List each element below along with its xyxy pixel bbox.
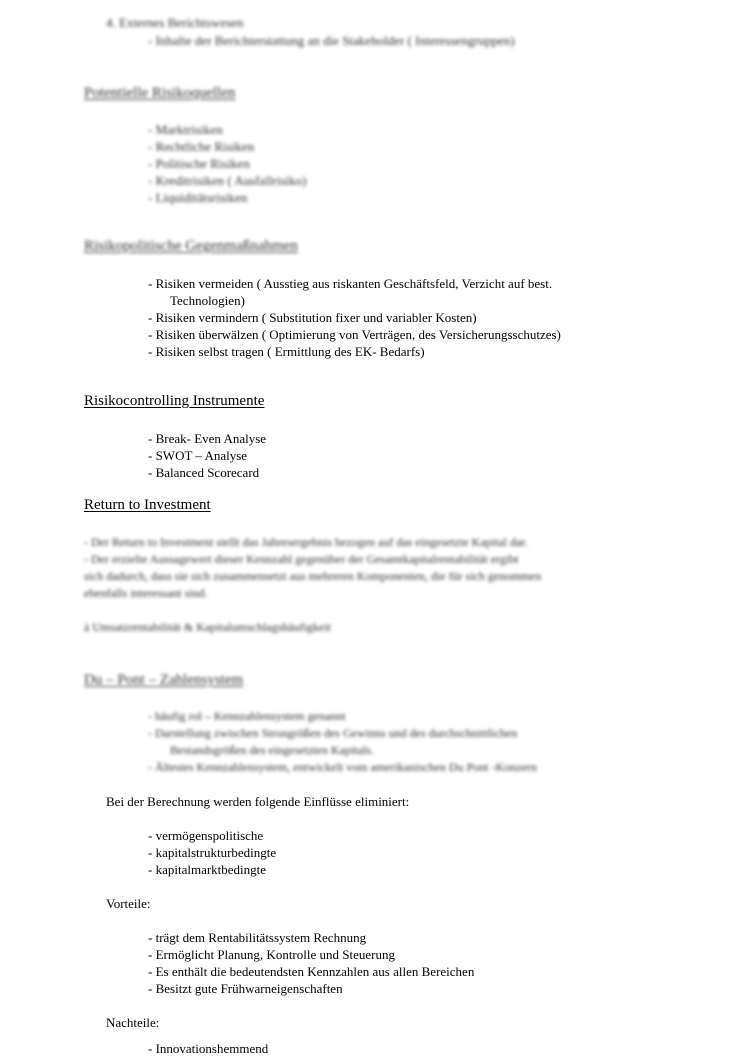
- list-item: - Darstellung zwischen Strongrößen des Gewinns und des durchschnittlichen: [148, 726, 518, 740]
- list-item: - kapitalmarktbedingte: [148, 862, 267, 877]
- list-item: - Risiken überwälzen ( Optimierung von Verträgen, des Versicherungsschutzes): [148, 327, 561, 342]
- instruments-heading: Risikocontrolling Instrumente: [84, 393, 265, 409]
- countermeasures-list: [148, 275, 561, 360]
- instruments-list: [148, 430, 266, 481]
- list-item: - Risiken selbst tragen ( Ermittlung des EK- Bedarfs): [148, 344, 425, 359]
- list-item: - Marktrisiken: [148, 122, 223, 137]
- list-item: - Kreditrisiken ( Ausfallrisiko): [148, 173, 307, 188]
- paragraph-line: sich dadurch, dass sie sich zusammensetzt aus mehreren Komponenten, die für sich genommen: [84, 569, 542, 583]
- list-item: - Break- Even Analyse: [148, 431, 267, 446]
- risk-sources-list: [148, 121, 307, 206]
- roi-formula: à Umsatzrentabilität & Kapitalumschlagshäufigkeit: [84, 620, 331, 634]
- cons-label: Nachteile:: [106, 1015, 160, 1030]
- pros-label: Vorteile:: [106, 896, 151, 911]
- list-item: - Ermöglicht Planung, Kontrolle und Steuerung: [148, 947, 395, 962]
- paragraph-line: - Der Return to Investment stellt das Jahresergebnis bezogen auf das eingesetzte Kapital dar.: [84, 535, 528, 549]
- list-item: - Es enthält die bedeutendsten Kennzahlen aus allen Bereichen: [148, 964, 475, 979]
- list-item: - kapitalstrukturbedingte: [148, 845, 277, 860]
- list-item: - trägt dem Rentabilitätssystem Rechnung: [148, 930, 367, 945]
- paragraph-line: ebenfalls interessant sind.: [84, 586, 208, 600]
- elimination-intro: Bei der Berechnung werden folgende Einflüsse eliminiert:: [106, 794, 410, 809]
- dupont-heading: Du – Pont – Zahlensystem: [84, 672, 244, 688]
- list-item-continuation: Technologien): [170, 293, 245, 308]
- list-item: - Liquiditätsrisiken: [148, 190, 248, 205]
- list-item: - Risiken vermeiden ( Ausstieg aus riskanten Geschäftsfeld, Verzicht auf best.: [148, 276, 553, 291]
- list-item: - häufig rol – Kennzahlensystem genannt: [148, 709, 346, 723]
- cons-list: [148, 1040, 268, 1057]
- elimination-list: [148, 827, 276, 878]
- list-item: - Risiken vermindern ( Substitution fixer und variabler Kosten): [148, 310, 477, 325]
- list-item: - Politische Risiken: [148, 156, 250, 171]
- risk-sources-heading: Potentielle Risikoquellen: [84, 85, 236, 101]
- roi-heading: Return to Investment: [84, 497, 211, 513]
- list-item: - Rechtliche Risiken: [148, 139, 255, 154]
- list-item: - Besitzt gute Frühwarneigenschaften: [148, 981, 343, 996]
- countermeasures-heading: Risikopolitische Gegenmaßnahmen: [84, 238, 298, 254]
- list-item: - SWOT – Analyse: [148, 448, 248, 463]
- list-item: - Innovationshemmend: [148, 1041, 269, 1056]
- pros-list: [148, 929, 474, 997]
- list-item: - Balanced Scorecard: [148, 465, 260, 480]
- top-sub-item: - Inhalte der Berichterstattung an die Stakeholder ( Interessengruppen): [148, 33, 515, 48]
- top-item: 4. Externes Berichtswesen: [106, 15, 244, 30]
- roi-paragraph: [84, 534, 624, 602]
- list-item: - Ältestes Kennzahlensystem, entwickelt vom amerikanischen Du Pont -Konzern: [148, 760, 537, 774]
- paragraph-line: - Der erzielte Aussagewert dieser Kennzahl gegenüber der Gesamtkapitalrentabilität ergibt: [84, 552, 519, 566]
- list-item-continuation: Bestandsgrößen des eingesetzten Kapitals.: [170, 743, 374, 757]
- dupont-list: [148, 708, 537, 776]
- list-item: - vermögenspolitische: [148, 828, 264, 843]
